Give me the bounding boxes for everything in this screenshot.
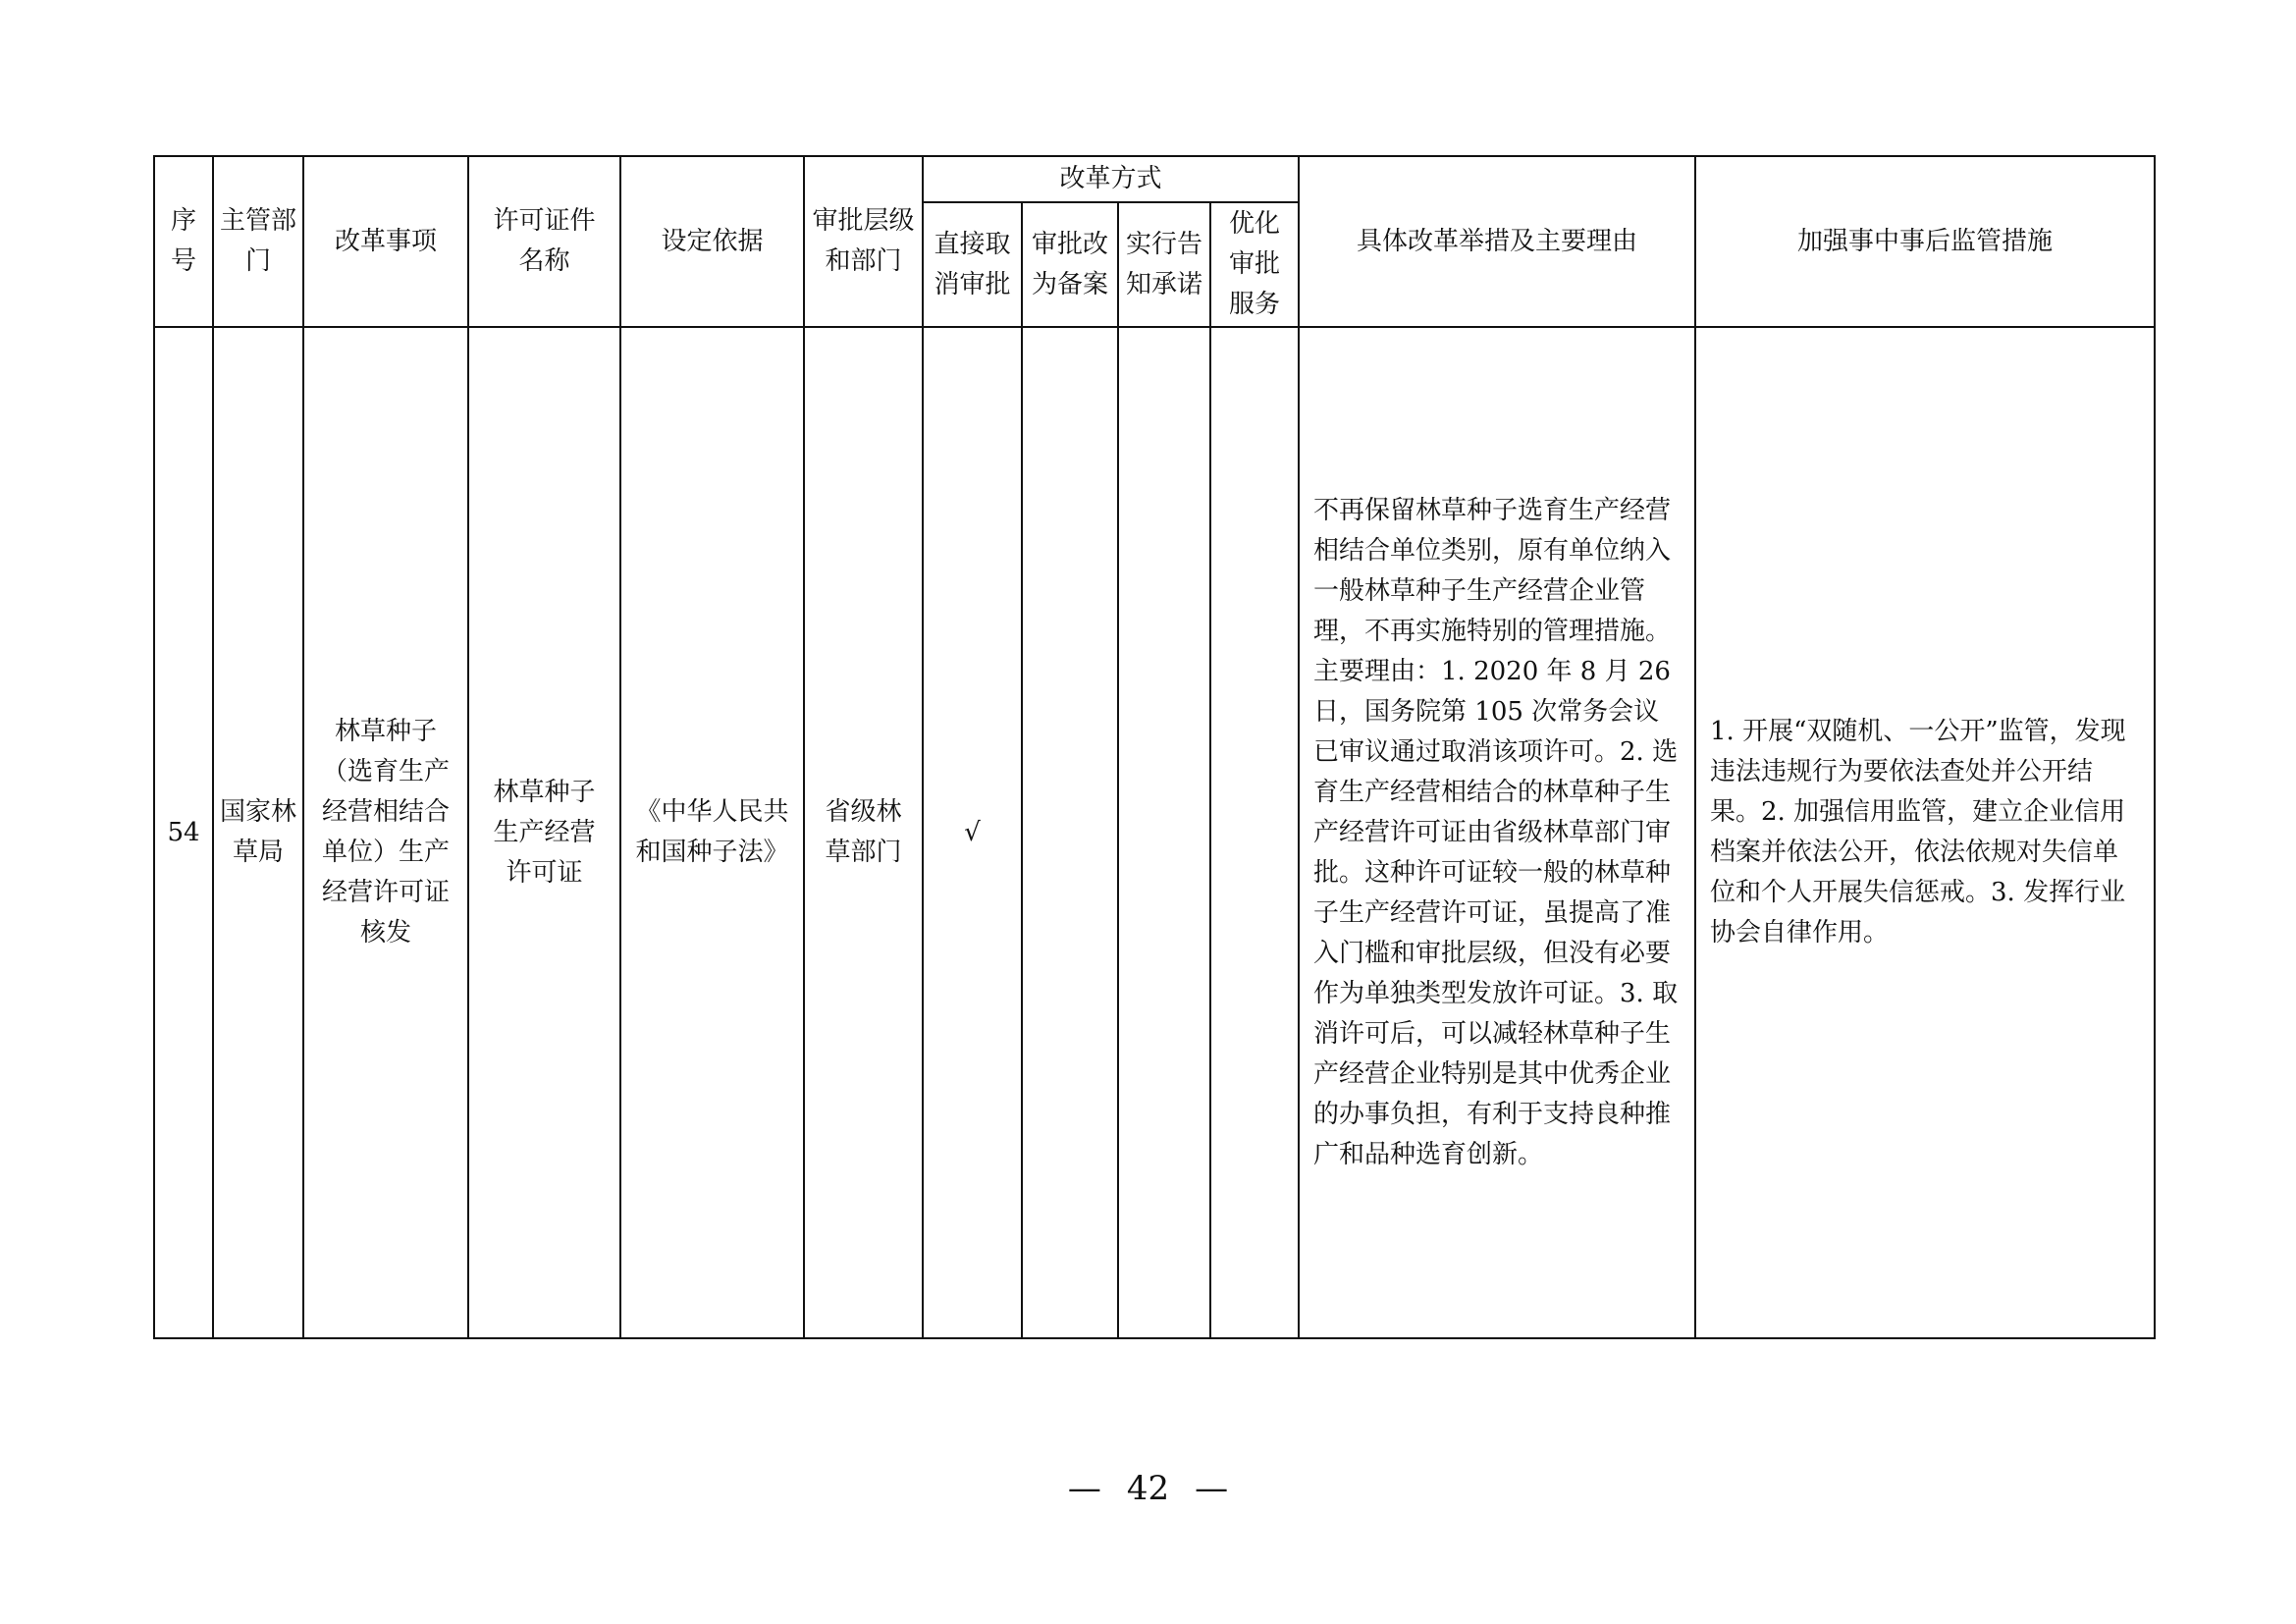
header-seq: 序号	[154, 156, 213, 327]
page-number	[0, 1469, 2296, 1508]
header-row	[154, 156, 2155, 202]
page-number-value: 42	[1126, 1469, 1170, 1508]
cell-level: 省级林草部门	[804, 327, 923, 1338]
cell-optimize	[1210, 327, 1299, 1338]
cell-basis: 《中华人民共和国种子法》	[620, 327, 804, 1338]
header-method: 改革方式	[923, 156, 1299, 202]
header-cancel: 直接取消审批	[923, 202, 1022, 327]
page-dash-right: —	[1195, 1469, 1229, 1508]
header-measures: 具体改革举措及主要理由	[1299, 156, 1695, 327]
cell-cert: 林草种子生产经营许可证	[468, 327, 620, 1338]
table-row	[154, 327, 2155, 1338]
header-cert: 许可证件名称	[468, 156, 620, 327]
cell-item: 林草种子（选育生产经营相结合单位）生产经营许可证核发	[303, 327, 468, 1338]
cell-cancel-check: √	[923, 327, 1022, 1338]
reform-table	[153, 155, 2156, 1339]
page-dash-left: —	[1067, 1469, 1101, 1508]
cell-supervision: 1. 开展“双随机、一公开”监管，发现违法违规行为要依法查处并公开结果。2. 加强信用监管，建立企业信用档案并依法公开，依法依规对失信单位和个人开展失信惩戒。3. 发挥行业协会自律作用。	[1695, 327, 2155, 1338]
header-level: 审批层级和部门	[804, 156, 923, 327]
header-notify: 实行告知承诺	[1118, 202, 1210, 327]
cell-notify	[1118, 327, 1210, 1338]
header-basis: 设定依据	[620, 156, 804, 327]
header-item: 改革事项	[303, 156, 468, 327]
header-record: 审批改为备案	[1022, 202, 1118, 327]
header-dept: 主管部门	[213, 156, 303, 327]
cell-record	[1022, 327, 1118, 1338]
cell-dept: 国家林草局	[213, 327, 303, 1338]
cell-seq: 54	[154, 327, 213, 1338]
header-supervision: 加强事中事后监管措施	[1695, 156, 2155, 327]
header-optimize: 优化审批服务	[1210, 202, 1299, 327]
cell-measures: 不再保留林草种子选育生产经营相结合单位类别，原有单位纳入一般林草种子生产经营企业管理，不再实施特别的管理措施。主要理由：1. 2020 年 8 月 26 日，国务院第 105 次常务会议已审议通过取消该项许可。2. 选育生产经营相结合的林草种子生产经营许可证由省级林草部门审批。这种许可证较一般的林草种子生产经营许可证，虽提高了准入门槛和审批层级，但没有必要作为单独类型发放许可证。3. 取消许可后，可以减轻林草种子生产经营企业特别是其中优秀企业的办事负担，有利于支持良种推广和品种选育创新。	[1299, 327, 1695, 1338]
